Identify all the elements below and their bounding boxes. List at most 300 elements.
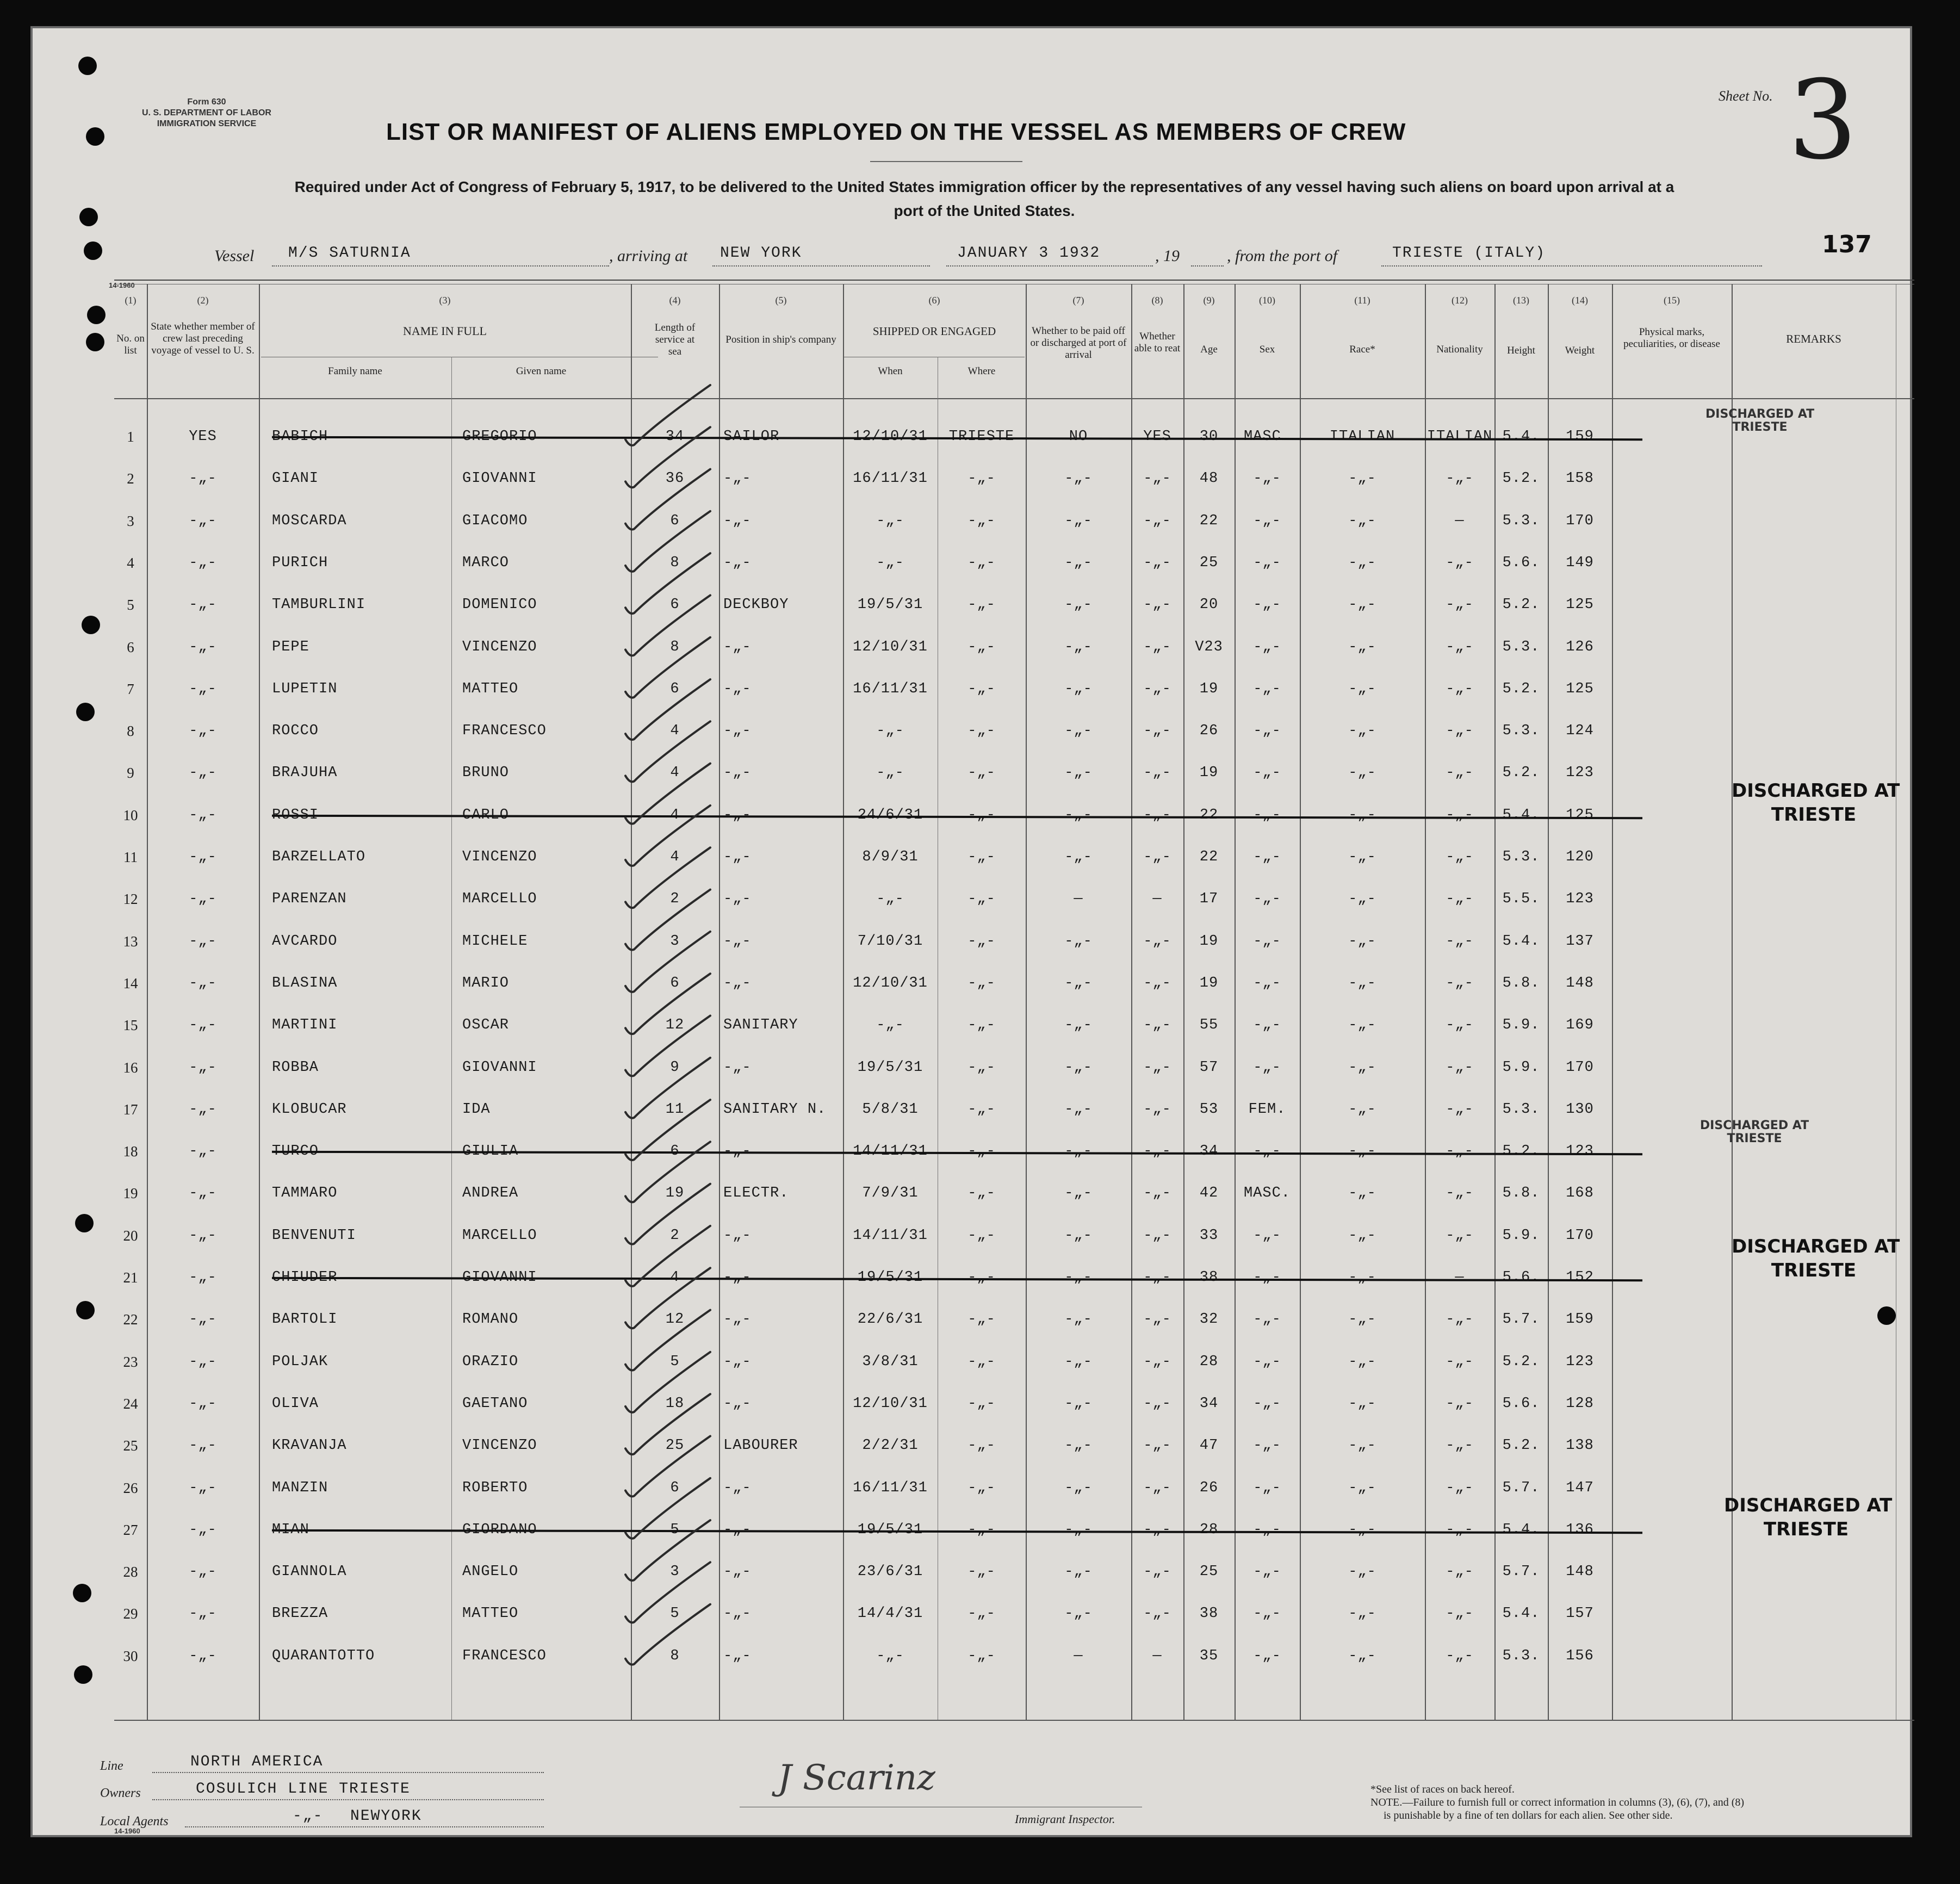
subtitle-line-2: port of the United States. bbox=[894, 202, 1075, 219]
cell-service: 4 bbox=[670, 849, 680, 865]
cell-prev: -„- bbox=[189, 1227, 217, 1244]
cell-family: ROCCO bbox=[272, 723, 319, 740]
cell-weight: 152 bbox=[1566, 1269, 1594, 1286]
cell-height: 5.8. bbox=[1502, 975, 1540, 991]
cell-sex: -„- bbox=[1253, 470, 1281, 487]
cell-given: MATTEO bbox=[462, 1606, 519, 1622]
cell-height: 5.3. bbox=[1502, 1101, 1540, 1118]
remark-text: TRIESTE bbox=[1771, 804, 1857, 826]
cell-paid: -„- bbox=[1064, 1143, 1093, 1160]
cell-age: 28 bbox=[1199, 1521, 1219, 1538]
cell-paid: -„- bbox=[1064, 1479, 1093, 1496]
cell-height: 5.9. bbox=[1502, 1059, 1540, 1076]
cell-race: -„- bbox=[1348, 849, 1376, 865]
cell-paid: NO bbox=[1069, 429, 1088, 445]
cell-paid: — bbox=[1074, 1647, 1083, 1664]
cell-where: -„- bbox=[967, 1059, 996, 1076]
cell-weight: 147 bbox=[1566, 1479, 1594, 1496]
cell-family: BARZELLATO bbox=[272, 849, 366, 865]
cell-height: 5.2. bbox=[1502, 597, 1540, 613]
cell-given: ANDREA bbox=[462, 1185, 519, 1202]
col-header-service: Length of service at sea bbox=[654, 322, 696, 357]
cell-weight: 168 bbox=[1566, 1185, 1594, 1202]
cell-race: -„- bbox=[1348, 470, 1376, 487]
cell-prev: -„- bbox=[189, 1606, 217, 1622]
cell-when: -„- bbox=[876, 723, 904, 740]
col-header-sex: Sex bbox=[1259, 344, 1275, 355]
cell-where: -„- bbox=[967, 1353, 996, 1370]
col-num-15: (15) bbox=[1664, 295, 1680, 306]
cell-nat: -„- bbox=[1446, 1353, 1474, 1370]
cell-sex: -„- bbox=[1253, 975, 1281, 991]
cell-height: 5.3. bbox=[1502, 723, 1540, 740]
cell-age: 42 bbox=[1199, 1185, 1219, 1202]
cell-able: -„- bbox=[1143, 975, 1171, 991]
cell-position: -„- bbox=[723, 1059, 752, 1076]
cell-nat: -„- bbox=[1446, 1017, 1474, 1034]
cell-given: MARCELLO bbox=[462, 1227, 537, 1244]
cell-given: IDA bbox=[462, 1101, 491, 1118]
cell-age: 34 bbox=[1199, 1395, 1219, 1412]
cell-paid: -„- bbox=[1064, 554, 1093, 571]
cell-no: 30 bbox=[123, 1647, 138, 1664]
cell-age: V23 bbox=[1195, 639, 1223, 655]
cell-given: MARCELLO bbox=[462, 891, 537, 908]
cell-prev: -„- bbox=[189, 765, 217, 782]
cell-no: 11 bbox=[123, 849, 138, 865]
cell-age: 57 bbox=[1199, 1059, 1219, 1076]
cell-service: 6 bbox=[670, 597, 680, 613]
cell-prev: -„- bbox=[189, 680, 217, 697]
cell-able: -„- bbox=[1143, 1437, 1171, 1454]
cell-no: 25 bbox=[123, 1437, 138, 1454]
cell-prev: -„- bbox=[189, 1311, 217, 1328]
cell-height: 5.2. bbox=[1502, 1353, 1540, 1370]
col-header-when: When bbox=[878, 365, 903, 377]
cell-where: -„- bbox=[967, 470, 996, 487]
cell-sex: -„- bbox=[1253, 1017, 1281, 1034]
cell-sex: -„- bbox=[1253, 723, 1281, 740]
cell-race: -„- bbox=[1348, 975, 1376, 991]
col-num-12: (12) bbox=[1452, 295, 1468, 306]
cell-height: 5.3. bbox=[1502, 849, 1540, 865]
cell-service: 6 bbox=[670, 975, 680, 991]
cell-given: GIULIA bbox=[462, 1143, 519, 1160]
cell-race: -„- bbox=[1348, 554, 1376, 571]
cell-weight: 123 bbox=[1566, 765, 1594, 782]
cell-where: -„- bbox=[967, 1227, 996, 1244]
cell-nat: -„- bbox=[1446, 1521, 1474, 1538]
cell-nat: -„- bbox=[1446, 1185, 1474, 1202]
cell-when: 14/11/31 bbox=[853, 1143, 928, 1160]
cell-given: MATTEO bbox=[462, 680, 519, 697]
cell-given: GIORDANO bbox=[462, 1521, 537, 1538]
cell-service: 12 bbox=[665, 1311, 685, 1328]
cell-race: -„- bbox=[1348, 807, 1376, 823]
cell-nat: -„- bbox=[1446, 1059, 1474, 1076]
cell-prev: -„- bbox=[189, 1479, 217, 1496]
vessel-name: M/S SATURNIA bbox=[288, 245, 411, 262]
cell-prev: -„- bbox=[189, 1437, 217, 1454]
cell-nat: -„- bbox=[1446, 1143, 1474, 1160]
owners-label: Owners bbox=[100, 1786, 141, 1800]
cell-service: 8 bbox=[670, 639, 680, 655]
cell-given: OSCAR bbox=[462, 1017, 510, 1034]
cell-height: 5.9. bbox=[1502, 1227, 1540, 1244]
cell-sex: FEM. bbox=[1248, 1101, 1286, 1118]
cell-able: -„- bbox=[1143, 554, 1171, 571]
cell-paid: -„- bbox=[1064, 680, 1093, 697]
cell-nat: -„- bbox=[1446, 597, 1474, 613]
cell-service: 36 bbox=[665, 470, 685, 487]
cell-prev: -„- bbox=[189, 639, 217, 655]
cell-paid: -„- bbox=[1064, 1564, 1093, 1581]
cell-race: -„- bbox=[1348, 1269, 1376, 1286]
cell-family: BLASINA bbox=[272, 975, 338, 991]
cell-prev: -„- bbox=[189, 1353, 217, 1370]
remark-text: DISCHARGED AT bbox=[1732, 1236, 1900, 1257]
cell-when: 19/5/31 bbox=[857, 1269, 923, 1286]
cell-prev: YES bbox=[189, 429, 217, 445]
cell-when: 12/10/31 bbox=[853, 1395, 928, 1412]
col-header-weight: Weight bbox=[1565, 345, 1595, 356]
sheet-label: Sheet No. bbox=[1719, 88, 1773, 104]
cell-height: 5.3. bbox=[1502, 639, 1540, 655]
cell-prev: -„- bbox=[189, 1143, 217, 1160]
cell-position: -„- bbox=[723, 680, 752, 697]
cell-given: CARLO bbox=[462, 807, 510, 823]
remark-text: DISCHARGED AT bbox=[1705, 407, 1815, 421]
cell-prev: -„- bbox=[189, 1395, 217, 1412]
cell-able: -„- bbox=[1143, 597, 1171, 613]
cell-no: 26 bbox=[123, 1479, 138, 1496]
cell-where: -„- bbox=[967, 1269, 996, 1286]
cell-when: 5/8/31 bbox=[862, 1101, 919, 1118]
col-num-4: (4) bbox=[669, 295, 681, 306]
cell-service: 3 bbox=[670, 933, 680, 950]
cell-race: -„- bbox=[1348, 1521, 1376, 1538]
agents-ditto: -„- bbox=[293, 1808, 324, 1825]
cell-nat: -„- bbox=[1446, 1101, 1474, 1118]
cell-prev: -„- bbox=[189, 597, 217, 613]
cell-able: -„- bbox=[1143, 1101, 1171, 1118]
cell-sex: -„- bbox=[1253, 1227, 1281, 1244]
page-stamp: 137 bbox=[1822, 231, 1872, 258]
cell-able: -„- bbox=[1143, 1521, 1171, 1538]
cell-given: VINCENZO bbox=[462, 639, 537, 655]
cell-family: ROSSI bbox=[272, 807, 319, 823]
cell-weight: 130 bbox=[1566, 1101, 1594, 1118]
col-header-height: Height bbox=[1507, 345, 1535, 356]
cell-age: 20 bbox=[1199, 597, 1219, 613]
cell-age: 47 bbox=[1199, 1437, 1219, 1454]
cell-weight: 123 bbox=[1566, 1143, 1594, 1160]
cell-weight: 170 bbox=[1566, 1059, 1594, 1076]
col-num-3: (3) bbox=[439, 295, 451, 306]
cell-given: VINCENZO bbox=[462, 849, 537, 865]
cell-where: -„- bbox=[967, 1395, 996, 1412]
cell-weight: 148 bbox=[1566, 975, 1594, 991]
form-number: Form 630 bbox=[187, 97, 226, 107]
vessel-label: Vessel bbox=[214, 247, 255, 265]
cell-service: 6 bbox=[670, 680, 680, 697]
remark-text: TRIESTE bbox=[1763, 1519, 1849, 1540]
cell-paid: -„- bbox=[1064, 765, 1093, 782]
cell-where: -„- bbox=[967, 1437, 996, 1454]
cell-paid: -„- bbox=[1064, 512, 1093, 529]
cell-service: 12 bbox=[665, 1017, 685, 1034]
cell-position: -„- bbox=[723, 639, 752, 655]
cell-prev: -„- bbox=[189, 470, 217, 487]
cell-age: 19 bbox=[1199, 680, 1219, 697]
col-num-6: (6) bbox=[928, 295, 940, 306]
cell-race: -„- bbox=[1348, 723, 1376, 740]
cell-family: CHIUDER bbox=[272, 1269, 338, 1286]
cell-service: 19 bbox=[665, 1185, 685, 1202]
cell-weight: 149 bbox=[1566, 554, 1594, 571]
cell-when: 16/11/31 bbox=[853, 470, 928, 487]
cell-no: 23 bbox=[123, 1353, 138, 1370]
cell-paid: -„- bbox=[1064, 1437, 1093, 1454]
cell-service: 6 bbox=[670, 1479, 680, 1496]
cell-position: -„- bbox=[723, 849, 752, 865]
cell-height: 5.6. bbox=[1502, 554, 1540, 571]
cell-nat: -„- bbox=[1446, 723, 1474, 740]
cell-prev: -„- bbox=[189, 1647, 217, 1664]
cell-nat: -„- bbox=[1446, 1311, 1474, 1328]
col-num-9: (9) bbox=[1203, 295, 1215, 306]
cell-nat: — bbox=[1455, 1269, 1465, 1286]
line-label: Line bbox=[100, 1759, 123, 1773]
cell-given: FRANCESCO bbox=[462, 1647, 547, 1664]
cell-age: 33 bbox=[1199, 1227, 1219, 1244]
cell-sex: -„- bbox=[1253, 1395, 1281, 1412]
cell-family: KLOBUCAR bbox=[272, 1101, 347, 1118]
cell-age: 26 bbox=[1199, 723, 1219, 740]
cell-when: -„- bbox=[876, 1017, 904, 1034]
cell-weight: 123 bbox=[1566, 891, 1594, 908]
cell-nat: -„- bbox=[1446, 1564, 1474, 1581]
cell-height: 5.3. bbox=[1502, 1647, 1540, 1664]
cell-when: 19/5/31 bbox=[857, 1521, 923, 1538]
cell-when: 12/10/31 bbox=[853, 429, 928, 445]
cell-no: 17 bbox=[123, 1101, 138, 1118]
cell-sex: -„- bbox=[1253, 1353, 1281, 1370]
cell-prev: -„- bbox=[189, 849, 217, 865]
inspector-label: Immigrant Inspector. bbox=[1015, 1812, 1115, 1826]
cell-no: 1 bbox=[127, 429, 134, 445]
cell-family: BENVENUTI bbox=[272, 1227, 356, 1244]
cell-given: ORAZIO bbox=[462, 1353, 519, 1370]
cell-age: 30 bbox=[1199, 429, 1219, 445]
cell-sex: -„- bbox=[1253, 1311, 1281, 1328]
cell-race: -„- bbox=[1348, 933, 1376, 950]
cell-height: 5.6. bbox=[1502, 1269, 1540, 1286]
cell-sex: -„- bbox=[1253, 554, 1281, 571]
cell-race: -„- bbox=[1348, 765, 1376, 782]
cell-where: -„- bbox=[967, 554, 996, 571]
cell-service: 3 bbox=[670, 1564, 680, 1581]
remark-row-27 bbox=[1724, 1493, 1893, 1541]
from-port: TRIESTE (ITALY) bbox=[1392, 245, 1546, 262]
cell-height: 5.2. bbox=[1502, 1143, 1540, 1160]
cell-position: SAILOR bbox=[723, 429, 780, 445]
cell-when: 12/10/31 bbox=[853, 639, 928, 655]
cell-paid: -„- bbox=[1064, 639, 1093, 655]
cell-given: VINCENZO bbox=[462, 1437, 537, 1454]
cell-position: -„- bbox=[723, 1353, 752, 1370]
cell-when: 14/4/31 bbox=[857, 1606, 923, 1622]
cell-height: 5.4. bbox=[1502, 933, 1540, 950]
cell-nat: -„- bbox=[1446, 1479, 1474, 1496]
cell-service: 2 bbox=[670, 1227, 680, 1244]
cell-weight: 157 bbox=[1566, 1606, 1594, 1622]
cell-race: -„- bbox=[1348, 1564, 1376, 1581]
cell-where: -„- bbox=[967, 807, 996, 823]
cell-height: 5.7. bbox=[1502, 1564, 1540, 1581]
col-num-11: (11) bbox=[1354, 295, 1370, 306]
cell-age: 53 bbox=[1199, 1101, 1219, 1118]
cell-position: -„- bbox=[723, 554, 752, 571]
cell-nat: -„- bbox=[1446, 639, 1474, 655]
cell-no: 15 bbox=[123, 1017, 138, 1034]
cell-family: PURICH bbox=[272, 554, 328, 571]
cell-when: 12/10/31 bbox=[853, 975, 928, 991]
cell-no: 18 bbox=[123, 1143, 138, 1160]
cell-no: 19 bbox=[123, 1185, 138, 1202]
cell-where: -„- bbox=[967, 765, 996, 782]
cell-service: 2 bbox=[670, 891, 680, 908]
cell-given: GIOVANNI bbox=[462, 1269, 537, 1286]
cell-sex: -„- bbox=[1253, 849, 1281, 865]
cell-service: 8 bbox=[670, 1647, 680, 1664]
cell-able: -„- bbox=[1143, 512, 1171, 529]
cell-given: GIOVANNI bbox=[462, 1059, 537, 1076]
cell-when: 3/8/31 bbox=[862, 1353, 919, 1370]
cell-race: -„- bbox=[1348, 512, 1376, 529]
cell-given: GREGORIO bbox=[462, 429, 537, 445]
cell-paid: -„- bbox=[1064, 975, 1093, 991]
bottom-code: 14-1960 bbox=[114, 1827, 140, 1835]
cell-when: 19/5/31 bbox=[857, 1059, 923, 1076]
cell-given: GIACOMO bbox=[462, 512, 528, 529]
cell-weight: 169 bbox=[1566, 1017, 1594, 1034]
cell-race: -„- bbox=[1348, 1479, 1376, 1496]
cell-race: -„- bbox=[1348, 1647, 1376, 1664]
remark-text: TRIESTE bbox=[1771, 1260, 1857, 1281]
cell-sex: -„- bbox=[1253, 1059, 1281, 1076]
cell-when: 19/5/31 bbox=[857, 597, 923, 613]
cell-prev: -„- bbox=[189, 723, 217, 740]
cell-able: -„- bbox=[1143, 1143, 1171, 1160]
cell-service: 11 bbox=[665, 1101, 685, 1118]
cell-when: 14/11/31 bbox=[853, 1227, 928, 1244]
cell-when: -„- bbox=[876, 1647, 904, 1664]
cell-age: 38 bbox=[1199, 1606, 1219, 1622]
cell-when: -„- bbox=[876, 512, 904, 529]
cell-sex: MASC. bbox=[1243, 429, 1291, 445]
cell-age: 38 bbox=[1199, 1269, 1219, 1286]
cell-sex: -„- bbox=[1253, 891, 1281, 908]
cell-able: -„- bbox=[1143, 1564, 1171, 1581]
cell-height: 5.5. bbox=[1502, 891, 1540, 908]
corner-code: 14-1960 bbox=[109, 281, 135, 289]
cell-age: 22 bbox=[1199, 807, 1219, 823]
cell-nat: -„- bbox=[1446, 807, 1474, 823]
cell-paid: -„- bbox=[1064, 1311, 1093, 1328]
inspector-signature: J Scarinz bbox=[778, 1758, 935, 1798]
cell-age: 19 bbox=[1199, 933, 1219, 950]
cell-position: DECKBOY bbox=[723, 597, 789, 613]
cell-age: 35 bbox=[1199, 1647, 1219, 1664]
cell-race: -„- bbox=[1348, 1143, 1376, 1160]
cell-prev: -„- bbox=[189, 1564, 217, 1581]
cell-weight: 120 bbox=[1566, 849, 1594, 865]
cell-weight: 125 bbox=[1566, 680, 1594, 697]
col-header-position: Position in ship's company bbox=[725, 334, 836, 345]
cell-where: -„- bbox=[967, 512, 996, 529]
year-label: , 19 bbox=[1155, 247, 1180, 265]
cell-paid: -„- bbox=[1064, 807, 1093, 823]
cell-no: 3 bbox=[127, 512, 134, 529]
arrival-port: NEW YORK bbox=[720, 245, 802, 262]
col-header-given: Given name bbox=[516, 365, 567, 377]
cell-position: -„- bbox=[723, 1227, 752, 1244]
cell-prev: -„- bbox=[189, 512, 217, 529]
page-title: LIST OR MANIFEST OF ALIENS EMPLOYED ON THE VESSEL AS MEMBERS OF CREW bbox=[386, 119, 1406, 145]
cell-service: 25 bbox=[665, 1437, 685, 1454]
cell-position: LABOURER bbox=[723, 1437, 798, 1454]
cell-sex: -„- bbox=[1253, 1606, 1281, 1622]
cell-where: -„- bbox=[967, 1479, 996, 1496]
cell-weight: 159 bbox=[1566, 1311, 1594, 1328]
cell-able: -„- bbox=[1143, 680, 1171, 697]
col-header-shipped: SHIPPED OR ENGAGED bbox=[872, 325, 996, 338]
cell-paid: -„- bbox=[1064, 1017, 1093, 1034]
cell-age: 22 bbox=[1199, 849, 1219, 865]
cell-paid: -„- bbox=[1064, 1353, 1093, 1370]
remark-text: DISCHARGED AT bbox=[1724, 1495, 1893, 1516]
cell-weight: 125 bbox=[1566, 807, 1594, 823]
cell-when: 16/11/31 bbox=[853, 1479, 928, 1496]
cell-height: 5.9. bbox=[1502, 1017, 1540, 1034]
remark-text: DISCHARGED AT bbox=[1732, 780, 1900, 802]
cell-when: 23/6/31 bbox=[857, 1564, 923, 1581]
col-header-family: Family name bbox=[328, 365, 382, 377]
cell-where: -„- bbox=[967, 1143, 996, 1160]
cell-nat: -„- bbox=[1446, 849, 1474, 865]
cell-no: 8 bbox=[127, 723, 134, 740]
cell-no: 28 bbox=[123, 1564, 138, 1581]
cell-where: TRIESTE bbox=[948, 429, 1015, 445]
cell-paid: -„- bbox=[1064, 1521, 1093, 1538]
cell-family: BRAJUHA bbox=[272, 765, 338, 782]
col-header-prev-voyage: State whether member of crew last preceding voyage of vessel to U. S. bbox=[151, 321, 255, 356]
cell-position: -„- bbox=[723, 1395, 752, 1412]
col-num-7: (7) bbox=[1072, 295, 1084, 306]
cell-nat: -„- bbox=[1446, 554, 1474, 571]
cell-weight: 125 bbox=[1566, 597, 1594, 613]
cell-service: 4 bbox=[670, 723, 680, 740]
cell-height: 5.4. bbox=[1502, 1606, 1540, 1622]
cell-height: 5.4. bbox=[1502, 1521, 1540, 1538]
cell-where: -„- bbox=[967, 1017, 996, 1034]
cell-paid: — bbox=[1074, 891, 1083, 908]
col-num-13: (13) bbox=[1513, 295, 1529, 306]
cell-height: 5.7. bbox=[1502, 1479, 1540, 1496]
cell-no: 29 bbox=[123, 1606, 138, 1622]
races-note: *See list of races on back hereof. bbox=[1370, 1783, 1515, 1795]
